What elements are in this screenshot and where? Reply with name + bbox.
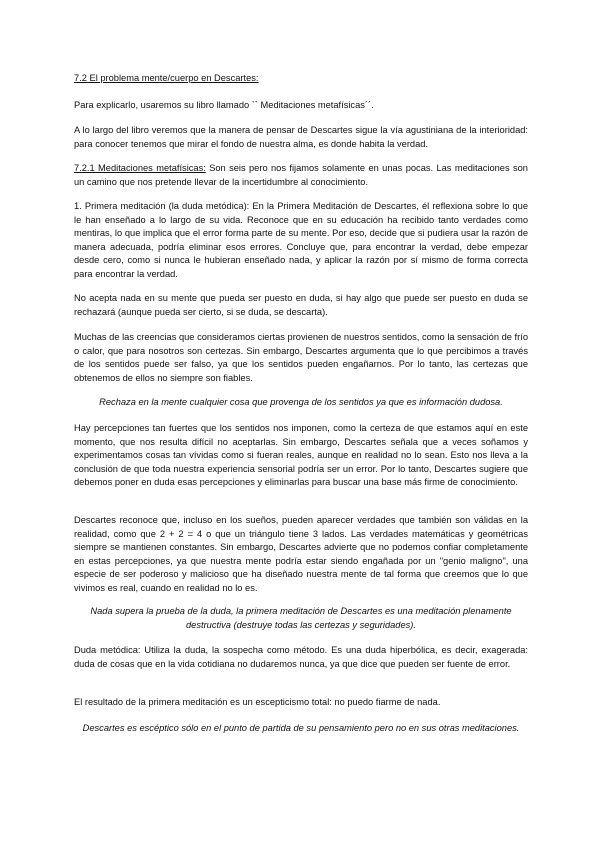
- senses-quote: Rechaza en la mente cualquier cosa que provenga de los sentidos ya que es información dudosa.: [99, 397, 503, 407]
- subsection-heading: 7.2.1 Meditaciones metafísicas:: [74, 163, 206, 173]
- intro-paragraph: Para explicarlo, usaremos su libro llamado `` Meditaciones metafísicas´´.: [74, 100, 374, 110]
- senses-paragraph: Muchas de las creencias que consideramos ciertas provienen de nuestros sentidos, como la sensación de frío o calor, que para nosotros son certezas. Sin embargo, Descartes argumenta que lo que percibimos a través de los sentidos puede ser falso, ya que los sentidos pueden engañarnos. Por lo tanto, las certezas que obtenemos de ellos no siempre son fiables.: [74, 332, 528, 383]
- no-accepta-paragraph: No acepta nada en su mente que pueda ser puesto en duda, si hay algo que puede ser puesto en duda se rechazará (aunque pueda ser cierto, si se duda, se descarta).: [74, 293, 528, 317]
- first-meditation-paragraph: 1. Primera meditación (la duda metódica): En la Primera Meditación de Descartes, él reflexiona sobre lo que le han enseñado a lo largo de su vida. Reconoce que en su educación ha recibido tanto verdades como mentiras, lo que implica que el error forma parte de su mente. Por eso, decide que si pudiera usar la razón de manera adecuada, podría eliminar esos errores. Concluye que, para encontrar la verdad, debe empezar desde cero, como si nunca le hubieran enseñado nada, y aplicar la razón por sí mismo de forma correcta para encontrar la verdad.: [74, 201, 528, 279]
- section-heading: 7.2 El problema mente/cuerpo en Descartes:: [74, 73, 259, 83]
- skeptic-quote: Descartes es escéptico sólo en el punto de partida de su pensamiento pero no en sus otras meditaciones.: [82, 723, 520, 733]
- destructive-quote: Nada supera la prueba de la duda, la primera meditación de Descartes es una meditación plenamente destructiva (destruye todas las certezas y seguridades).: [90, 606, 512, 630]
- augustinian-paragraph: A lo largo del libro veremos que la manera de pensar de Descartes sigue la vía agustiniana de la interioridad: para conocer tenemos que mirar el fondo de nuestra alma, es donde habita la verdad.: [74, 125, 528, 149]
- evil-genius-paragraph: Descartes reconoce que, incluso en los sueños, pueden aparecer verdades que también son válidas en la realidad, como que 2 + 2 = 4 o que un triángulo tiene 3 lados. Las verdades matemáticas y geométricas siempre se mantienen constantes. Sin embargo, Descartes advierte que no podemos confiar completamente en estas percepciones, ya que nuestra mente podría estar siendo engañada por un "genio maligno", una especie de ser poderoso y malicioso que ha diseñado nuestra mente de tal forma que creemos que lo que vivimos es real, cuando en realidad no lo es.: [74, 515, 528, 593]
- subsection-text: Son seis pero nos fijamos solamente en unas pocas. Las meditaciones son un camino que nos pretende llevar de la incertidumbre al conocimiento.: [74, 163, 528, 187]
- subsection-paragraph: [74, 162, 528, 189]
- result-paragraph: El resultado de la primera meditación es un escepticismo total: no puedo fiarme de nada.: [74, 697, 441, 707]
- dreams-paragraph: Hay percepciones tan fuertes que los sentidos nos imponen, como la certeza de que estamos aquí en este momento, que nos resulta difícil no aceptarlas. Sin embargo, Descartes señala que a veces soñamos y experimentamos cosas tan vívidas como si fueran reales, aunque en realidad no lo sean. Esto nos lleva a la conclusión de que toda nuestra experiencia sensorial podría ser un error. Por lo tanto, Descartes sugiere que debemos poner en duda esas percepciones y eliminarlas para buscar una base más firme de conocimiento.: [74, 423, 528, 487]
- methodic-doubt-paragraph: Duda metódica: Utiliza la duda, la sospecha como método. Es una duda hiperbólica, es decir, exagerada: duda de cosas que en la vida cotidiana no dudaremos nunca, ya que dice que pueden ser fuente de error.: [74, 645, 528, 669]
